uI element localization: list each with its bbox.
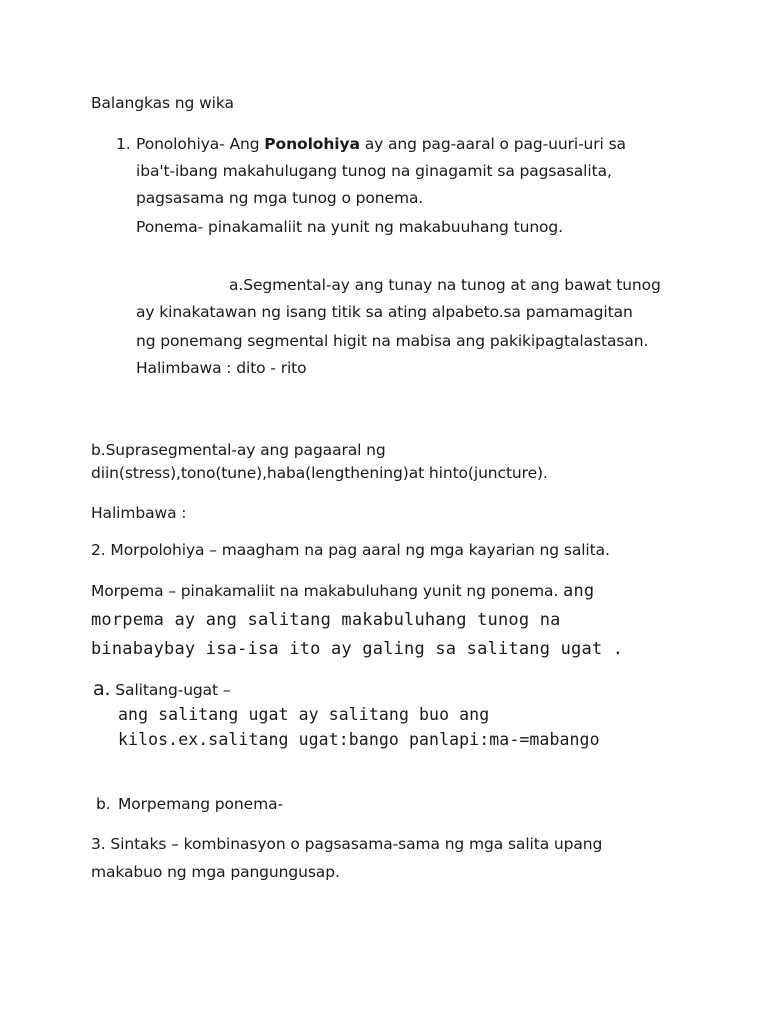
item1-line1 xyxy=(136,134,626,154)
morpema-line2: morpema ay ang salitang makabuluhang tunog na xyxy=(91,610,561,630)
sub-b-label: Morpemang ponema- xyxy=(118,795,283,813)
item1-line2: iba't-ibang makahulugang tunog na ginagamit sa pagsasalita, xyxy=(136,162,612,180)
item2-line: 2. Morpolohiya – maagham na pag aaral ng mga kayarian ng salita. xyxy=(91,541,610,559)
morpema-line3: binabaybay isa-isa ito ay galing sa salitang ugat . xyxy=(91,639,624,659)
sub-b-marker: b. xyxy=(96,795,111,813)
item1-line1-bold: Ponolohiya xyxy=(264,135,360,153)
item1-line1-pre: Ponolohiya- Ang xyxy=(136,135,265,153)
suprasegmental-example: Halimbawa : xyxy=(91,504,187,522)
document-title: Balangkas ng wika xyxy=(91,94,234,112)
morpema-mono1: ang xyxy=(563,581,595,601)
sub-a-line xyxy=(93,679,231,700)
item1-line1-post: ay ang pag-aaral o pag-uuri-uri sa xyxy=(359,135,626,153)
segmental-line1: a.Segmental-ay ang tunay na tunog at ang bawat tunog xyxy=(229,276,661,294)
item1-line3: pagsasama ng mga tunog o ponema. xyxy=(136,189,424,207)
item1-number: 1. xyxy=(116,135,131,153)
morpema-text: Morpema – pinakamaliit na makabuluhang yunit ng ponema. xyxy=(91,582,564,600)
sub-a-marker: a. xyxy=(93,678,111,700)
sub-a-def2: kilos.ex.salitang ugat:bango panlapi:ma-=mabango xyxy=(118,730,600,749)
sub-a-label: Salitang-ugat – xyxy=(110,681,231,699)
segmental-line3: ng ponemang segmental higit na mabisa ang pakikipagtalastasan. xyxy=(136,332,649,350)
item3-line2: makabuo ng mga pangungusap. xyxy=(91,863,340,881)
segmental-example: Halimbawa : dito - rito xyxy=(136,359,307,377)
suprasegmental-line1: b.Suprasegmental-ay ang pagaaral ng xyxy=(91,441,386,459)
morpema-line1 xyxy=(91,581,594,601)
item3-line1: 3. Sintaks – kombinasyon o pagsasama-sama ng mga salita upang xyxy=(91,835,603,853)
suprasegmental-line2: diin(stress),tono(tune),haba(lengthening)at hinto(juncture). xyxy=(91,464,548,482)
sub-a-def1: ang salitang ugat ay salitang buo ang xyxy=(118,705,490,724)
item1-line4: Ponema- pinakamaliit na yunit ng makabuuhang tunog. xyxy=(136,218,563,236)
segmental-line2: ay kinakatawan ng isang titik sa ating alpabeto.sa pamamagitan xyxy=(136,303,633,321)
